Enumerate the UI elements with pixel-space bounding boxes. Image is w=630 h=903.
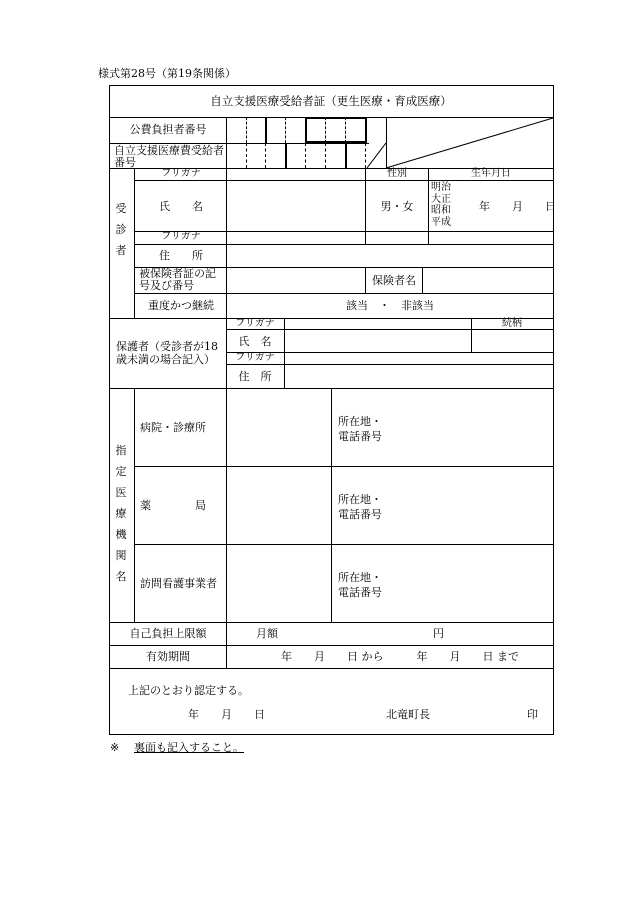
name-label: 氏 名 [159, 200, 203, 213]
nursing-location-phone-label: 所在地・電話番号 [338, 571, 382, 599]
era-list [431, 182, 451, 228]
birth-header: 生年月日 [471, 168, 511, 179]
guardian-furigana-label: フリガナ [235, 318, 275, 329]
insurer-name-label: 保険者名 [372, 274, 416, 287]
address-label: 住 所 [159, 249, 203, 262]
furigana-header: フリガナ [161, 168, 201, 179]
monthly-label: 月額 [256, 627, 278, 640]
era-heisei: 平成 [431, 216, 451, 228]
hospital-location-phone-label: 所在地・電話番号 [338, 415, 382, 443]
self-pay-limit-label: 自己負担上限額 [129, 627, 207, 640]
nursing-label: 訪問看護事業者 [140, 577, 217, 590]
certify-statement: 上記のとおり認定する。 [128, 684, 249, 697]
title: 自立支援医療受給者証（更生医療・育成医療） [210, 94, 452, 108]
pharmacy-location-phone-label: 所在地・電話番号 [338, 493, 382, 521]
kouhi-number-label: 公費負担者番号 [129, 123, 207, 136]
guardian-address-furigana-label: フリガナ [235, 352, 275, 363]
validity-dates: 年 月 日 から 年 月 日 まで [281, 650, 519, 663]
guardian-label: 保護者（受診者が18歳未満の場合記入） [116, 340, 218, 366]
footnote-mark: ※ [110, 741, 120, 754]
yen-label: 円 [433, 627, 444, 640]
address-furigana-label: フリガナ [161, 231, 201, 242]
recipient-side-label: 受診者 [115, 202, 127, 257]
birth-fields: 年 月 日 [479, 200, 556, 213]
serious-continuous-label: 重度かつ継続 [148, 299, 214, 312]
mayor-label: 北竜町長 [386, 708, 430, 721]
pharmacy-label: 薬 局 [140, 499, 206, 512]
insurance-card-label: 被保険者証の記号及び番号 [139, 267, 216, 292]
gender-options: 男・女 [380, 200, 414, 213]
guardian-name-label: 氏 名 [238, 335, 272, 348]
era-showa: 昭和 [431, 205, 451, 216]
applicable-options: 該当 ・ 非該当 [346, 299, 434, 312]
certify-date-line: 年 月 日 [188, 708, 265, 721]
guardian-address-label: 住 所 [238, 370, 272, 383]
relationship-label: 続柄 [502, 318, 522, 329]
era-meiji: 明治 [431, 182, 451, 193]
seal-label: 印 [527, 708, 538, 721]
validity-label: 有効期間 [146, 650, 190, 663]
designated-side-label: 指定医療機関名 [115, 444, 127, 583]
era-taisho: 大正 [431, 193, 451, 205]
footnote: 裏面も記入すること。 [134, 741, 244, 754]
gender-header: 性別 [387, 168, 407, 179]
form-number: 様式第28号（第19条関係） [98, 67, 236, 80]
jukyusha-number-label: 自立支援医療費受給者番号 [114, 144, 224, 169]
hospital-label: 病院・診療所 [140, 421, 206, 434]
